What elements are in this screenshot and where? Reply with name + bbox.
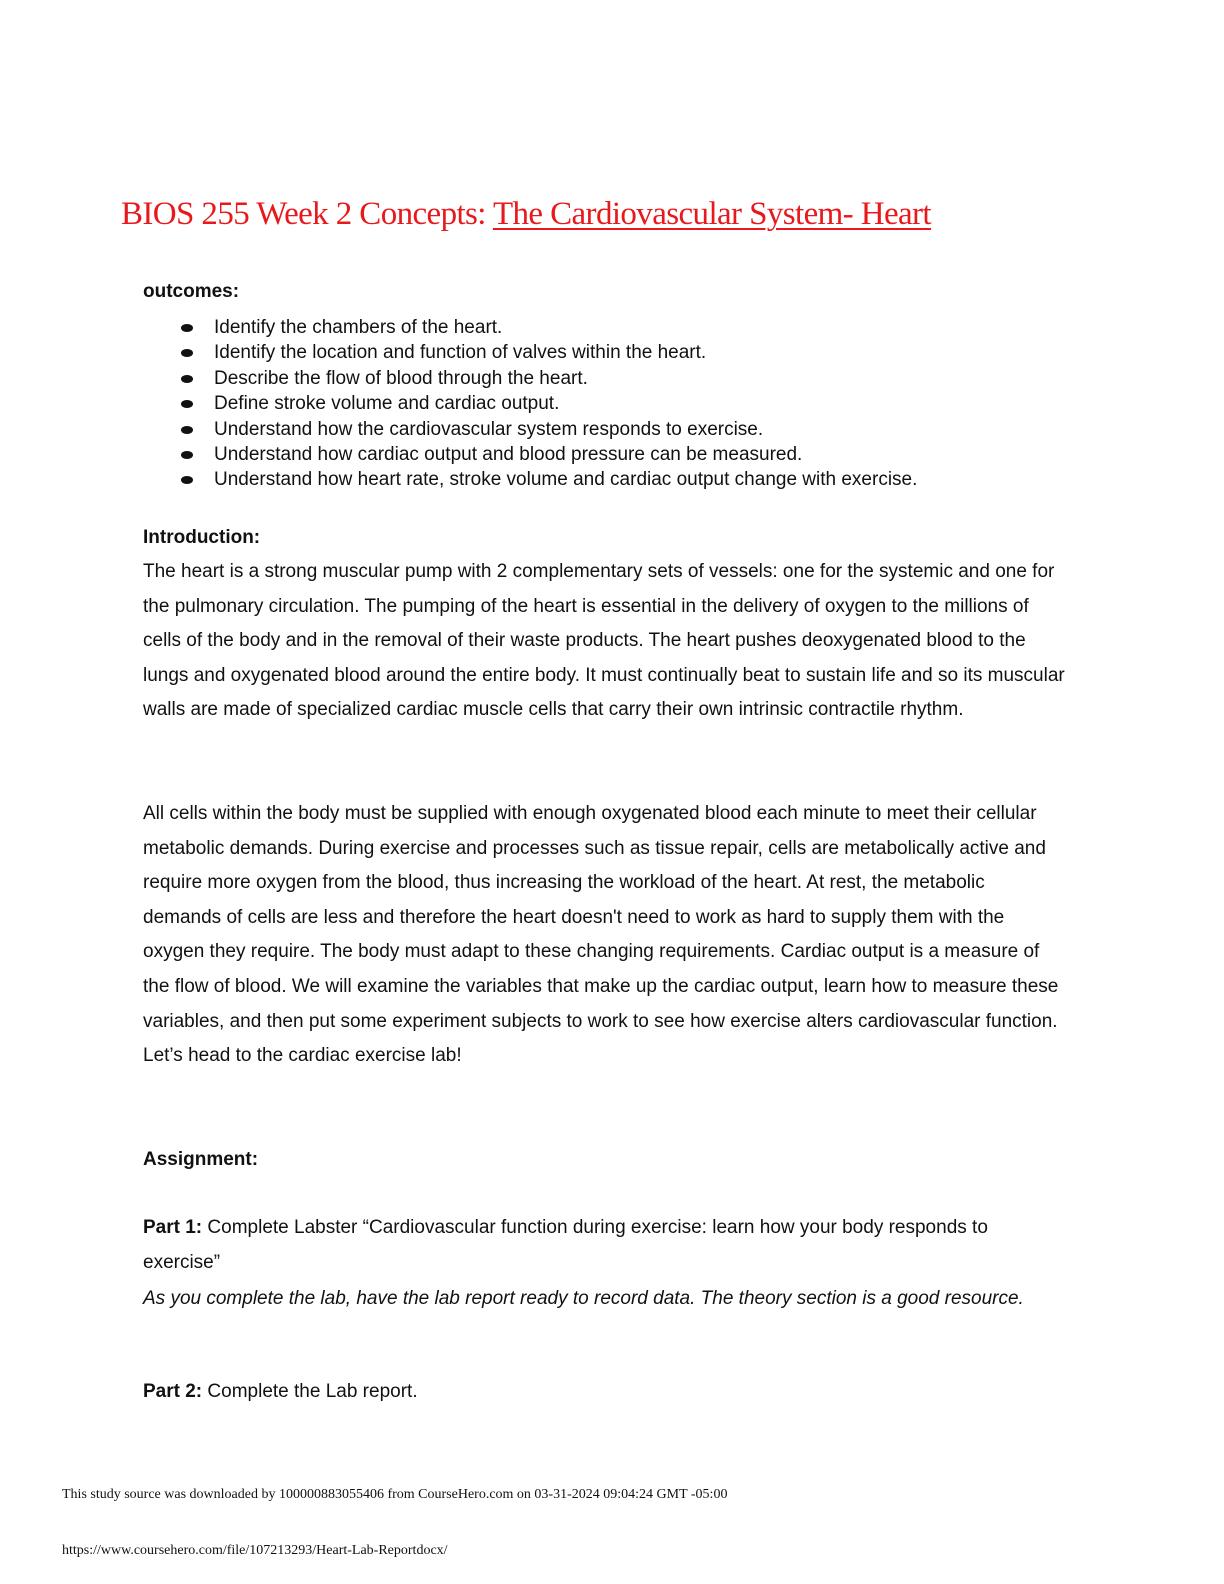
introduction-heading: Introduction: [143,527,261,548]
outcomes-heading: outcomes: [143,281,240,302]
introduction-paragraph-1: The heart is a strong muscular pump with 2 complementary sets of vessels: one for the systemic and one for the pulmonary circulation. The pumping of the heart is essential in the delivery of oxygen to the millions of cells of the body and in the removal of their waste products. The heart pushes deoxygenated blood to the lungs and oxygenated blood around the entire body. It must continually beat to sustain life and so its muscular walls are made of specialized cardiac muscle cells that carry their own intrinsic contractile rhythm. [143,561,1065,721]
part-1-text: Complete Labster “Cardiovascular function during exercise: learn how your body responds to exercise” [143,1217,988,1273]
bullet-icon [181,349,193,357]
title-topic: The Cardiovascular System- Heart [492,196,932,232]
part-2-label: Part 2: [143,1381,203,1402]
bullet-icon [181,324,193,332]
part-2-text: Complete the Lab report. [202,1381,418,1402]
part-1-label: Part 1: [143,1217,203,1238]
title-prefix: BIOS 255 Week 2 Concepts: [121,196,493,232]
bullet-icon [181,400,193,408]
part-1-note: As you complete the lab, have the lab report ready to record data. The theory section is a good resource. [143,1288,1024,1309]
introduction-paragraph-2: All cells within the body must be supplied with enough oxygenated blood each minute to meet their cellular metabolic demands. During exercise and processes such as tissue repair, cells are metabolically active and require more oxygen from the blood, thus increasing the workload of the heart. At rest, the metabolic demands of cells are less and therefore the heart doesn't need to work as hard to supply them with the oxygen they require. The body must adapt to these changing requirements. Cardiac output is a measure of the flow of blood. We will examine the variables that make up the cardiac output, learn how to measure these variables, and then put some experiment subjects to work to see how exercise alters cardiovascular function. Let’s head to the cardiac exercise lab! [143,803,1059,1067]
page-title [121,196,931,233]
part-1-instruction [143,1211,1068,1280]
source-url: https://www.coursehero.com/file/107213293/Heart-Lab-Reportdocx/ [62,1543,448,1558]
bullet-icon [181,476,193,484]
bullet-icon [181,426,193,434]
bullet-icon [181,375,193,383]
part-2-instruction [143,1375,1068,1410]
bullet-icon [181,451,193,459]
assignment-heading: Assignment: [143,1149,259,1170]
download-source-notice: This study source was downloaded by 100000883055406 from CourseHero.com on 03-31-2024 09:04:24 GMT -05:00 [62,1487,728,1502]
